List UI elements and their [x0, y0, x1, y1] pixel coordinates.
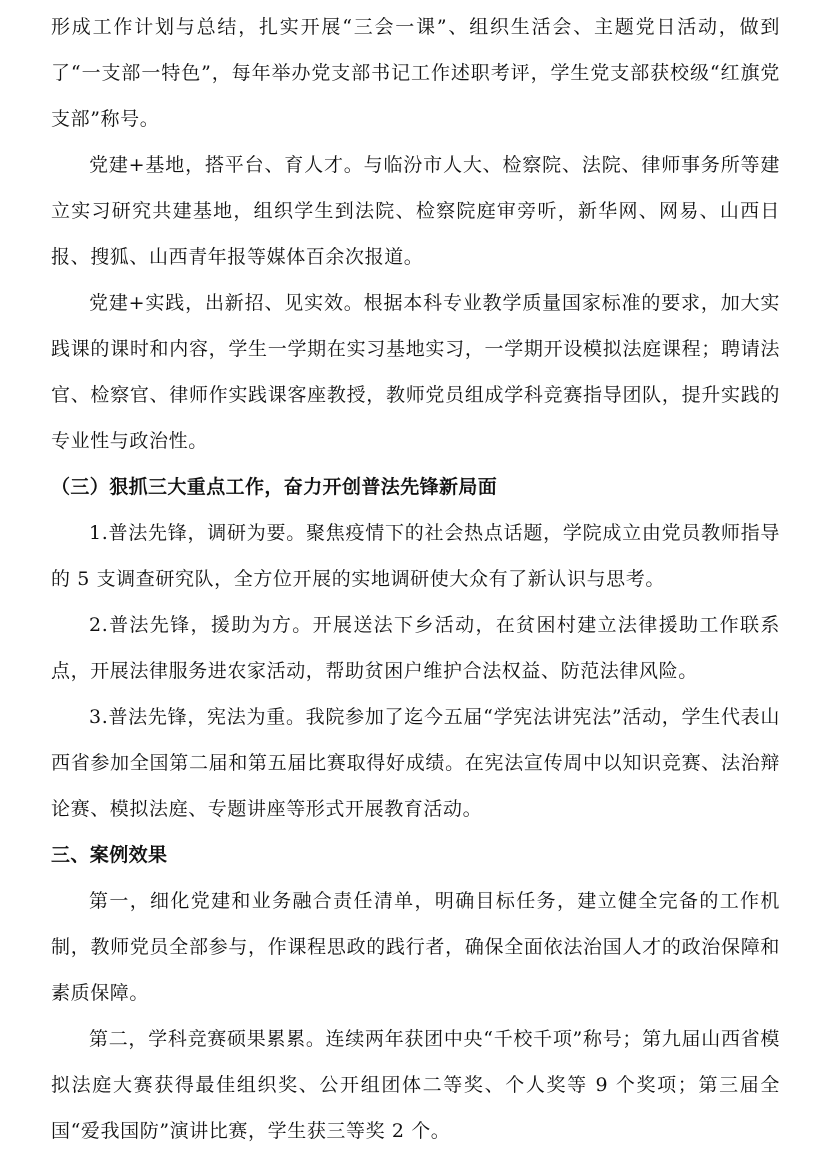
paragraph-continuation: 形成工作计划与总结，扎实开展“三会一课”、组织生活会、主题党日活动，做到了“一支部一特色”，每年举办党支部书记工作述职考评，学生党支部获校级“红旗党支部”称号。: [51, 16, 780, 130]
paragraph-result-first: 第一，细化党建和业务融合责任清单，明确目标任务，建立健全完备的工作机制，教师党员全部参与，作课程思政的践行者，确保全面依法治国人才的政治保障和素质保障。: [51, 890, 780, 1004]
document-page: [51, 4, 780, 1154]
paragraph-research: 1.普法先锋，调研为要。聚焦疫情下的社会热点话题，学院成立由党员教师指导的 5 支调查研究队，全方位开展的实地调研使大众有了新认识与思考。: [51, 522, 780, 590]
section-heading-three: （三）狠抓三大重点工作，奋力开创普法先锋新局面: [51, 476, 498, 498]
paragraph-constitution: 3.普法先锋，宪法为重。我院参加了迄今五届“学宪法讲宪法”活动，学生代表山西省参加全国第二届和第五届比赛取得好成绩。在宪法宣传周中以知识竞赛、法治辩论赛、模拟法庭、专题讲座等形式开展教育活动。: [51, 706, 780, 820]
paragraph-party-practice: 党建+实践，出新招、见实效。根据本科专业教学质量国家标准的要求，加大实践课的课时和内容，学生一学期在实习基地实习，一学期开设模拟法庭课程；聘请法官、检察官、律师作实践课客座教授，教师党员组成学科竞赛指导团队，提升实践的专业性与政治性。: [51, 292, 780, 452]
paragraph-result-second: 第二，学科竞赛硕果累累。连续两年获团中央“千校千项”称号；第九届山西省模拟法庭大赛获得最佳组织奖、公开组团体二等奖、个人奖等 9 个奖项；第三届全国“爱我国防”演讲比赛，学生获三等奖 2 个。: [51, 1028, 780, 1142]
paragraph-legal-aid: 2.普法先锋，援助为方。开展送法下乡活动，在贫困村建立法律援助工作联系点，开展法律服务进农家活动，帮助贫困户维护合法权益、防范法律风险。: [51, 614, 780, 682]
paragraph-party-base: 党建+基地，搭平台、育人才。与临汾市人大、检察院、法院、律师事务所等建立实习研究共建基地，组织学生到法院、检察院庭审旁听，新华网、网易、山西日报、搜狐、山西青年报等媒体百余次报道。: [51, 154, 780, 268]
section-heading-results: 三、案例效果: [51, 844, 168, 866]
